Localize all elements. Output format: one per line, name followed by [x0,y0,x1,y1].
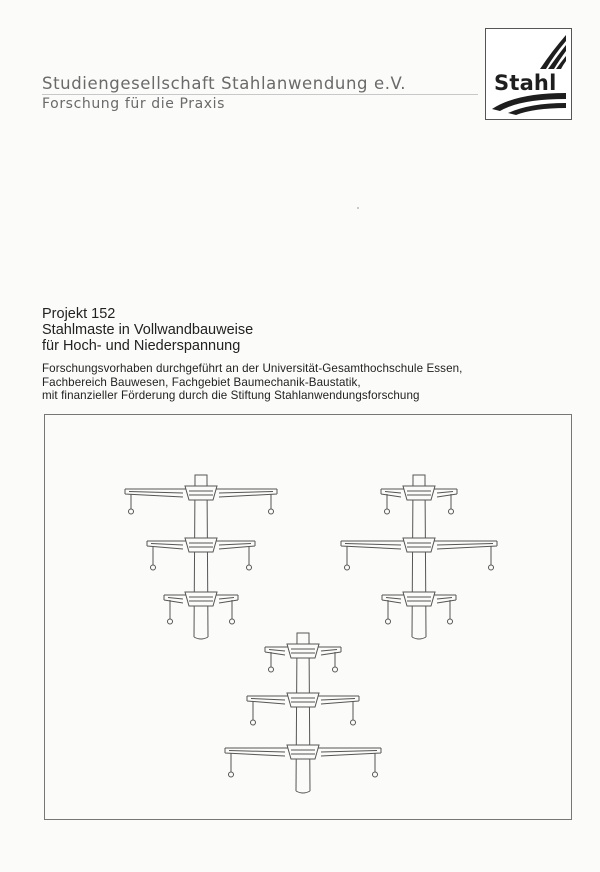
mast-shaft [309,639,310,791]
mast-clamp [403,486,435,500]
mast-shaft [194,481,195,637]
insulator-cap [269,667,274,672]
mast-clamp [185,592,217,606]
insulator-cap [386,619,391,624]
insulator-cap [151,565,156,570]
organization-name: Studiengesellschaft Stahlanwendung e.V. [42,74,407,93]
mast-top [195,475,207,481]
mast-clamp [403,592,435,606]
insulator-cap [449,509,454,514]
stahl-logo [485,28,572,120]
mast-foot [412,637,426,639]
mast-clamp [185,538,217,552]
mast-clamp [287,745,319,759]
insulator-cap [269,509,274,514]
mast-foot [194,637,208,639]
insulator-cap [333,667,338,672]
mast-shaft [412,481,413,637]
mast-shaft [296,639,297,791]
project-title [42,306,253,354]
mast-shaft [207,481,208,637]
figure-frame [44,414,572,820]
project-description [42,362,562,403]
mast-clamp [185,486,217,500]
insulator-cap [229,772,234,777]
insulator-cap [129,509,134,514]
insulator-cap [373,772,378,777]
insulator-cap [168,619,173,624]
description-line: Forschungsvorhaben durchgeführt an der Universität-Gesamthochschule Essen, [42,362,463,375]
organization-tagline: Forschung für die Praxis [42,96,226,112]
project-number: Projekt 152 [42,306,116,322]
insulator-cap [345,565,350,570]
description-line: Fachbereich Bauwesen, Fachgebiet Baumechanik-Baustatik, [42,375,361,389]
insulator-cap [351,720,356,725]
mast-top [297,633,309,639]
scan-speck [357,207,359,209]
insulator-cap [448,619,453,624]
mast-shaft [425,481,426,637]
description-line: mit finanzieller Förderung durch die Stiftung Stahlanwendungsforschung [42,389,420,402]
mast-clamp [287,644,319,658]
project-subtitle-line: für Hoch- und Niederspannung [42,338,241,354]
mast-clamp [287,693,319,707]
mast-top [413,475,425,481]
project-title-line: Stahlmaste in Vollwandbauweise [42,322,254,338]
insulator-cap [251,720,256,725]
transmission-tower-drawing-icon [45,415,573,821]
insulator-cap [385,509,390,514]
header-divider [42,94,478,95]
logo-text: Stahl [494,71,557,95]
mast-clamp [403,538,435,552]
mast-foot [296,791,310,793]
insulator-cap [230,619,235,624]
insulator-cap [489,565,494,570]
insulator-cap [247,565,252,570]
